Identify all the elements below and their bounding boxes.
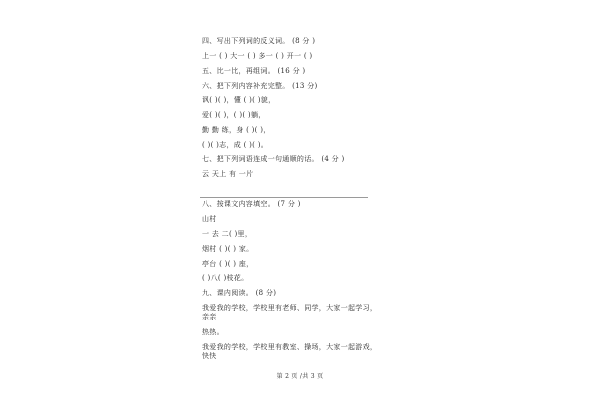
poem-line-2: 烟村 ( )( ) 家。 [202,245,254,253]
reading-paragraph-1-end: 热热。 [202,328,224,336]
reading-paragraph-1: 我爱我的学校，学校里有老师、同学，大家一起学习，亲亲 [202,304,378,321]
section-5-heading: 五、比一比，再组词。 (16 分 ) [202,67,306,75]
completion-line-3: 勤 勤 练，身 ( )( )， [202,126,271,134]
reading-paragraph-2: 我爱我的学校，学校里有教室、操场，大家一起游戏，快快 [202,343,378,360]
section-6-heading: 六、把下列内容补充完整。 (13 分) [202,82,318,90]
completion-line-4: ( )( )志，成 ( )( )。 [202,141,269,149]
section-8-heading: 八、按课文内容填空。 (7 分 ) [202,200,301,208]
poem-line-4: ( )八( )枝花。 [202,274,249,282]
section-9-heading: 九、课内阅读。 (8 分) [202,289,277,297]
word-order-line: 云 天上 有 一片 [202,170,254,178]
poem-line-3: 亭台 ( )( ) 座， [202,260,254,268]
page-footer: 第 2 页 /共 3 页 [276,373,324,380]
poem-line-1: 一 去 二( )里， [202,230,253,238]
section-4-heading: 四、写出下列词的反义词。 (8 分 ) [202,37,316,45]
completion-line-1: 讽( )( )，懂 ( )( )貌， [202,96,276,104]
section-7-heading: 七、把下列词语连成一句通顺的话。 (4 分 ) [202,155,345,163]
poem-title: 山村 [202,215,217,223]
antonym-row: 上一 ( ) 大一 ( ) 多一 ( ) 开一 ( ) [202,52,313,60]
divider-line [200,197,368,198]
completion-line-2: 爱( )( )，( )( )躺， [202,111,266,119]
